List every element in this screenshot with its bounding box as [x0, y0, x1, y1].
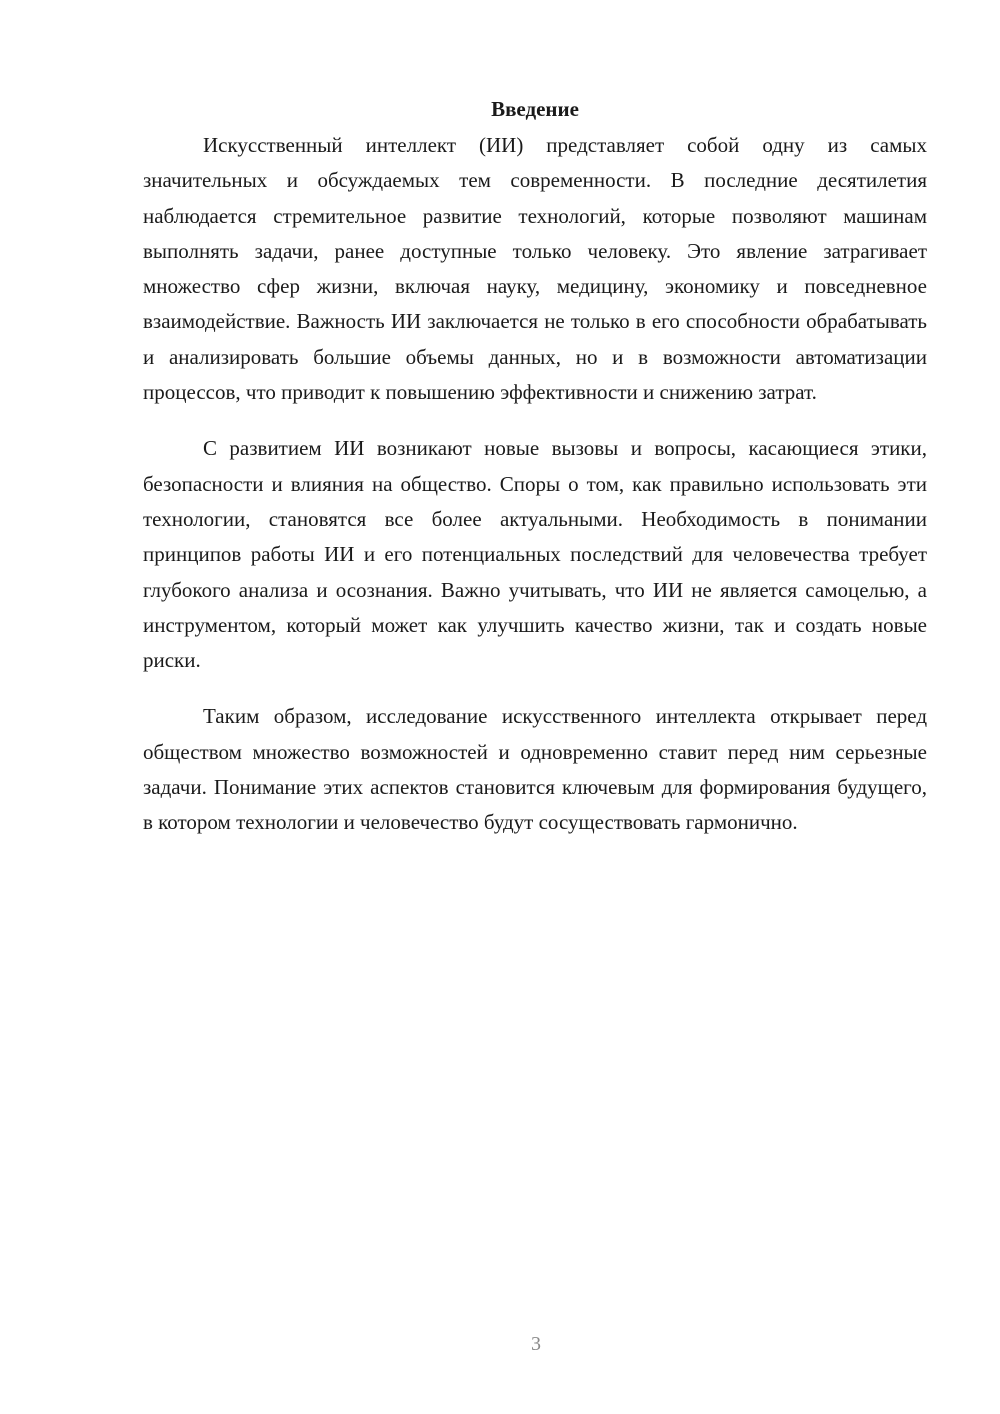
page-title: Введение [491, 97, 579, 121]
paragraph-intro: Искусственный интеллект (ИИ) представляет собой одну из самых значительных и обсуждаемых тем современности. В последние десятилетия наблюдается стремительное развитие технологий, которые позволяют машинам выполнять задачи, ранее доступные только человеку. Это явление затрагивает множество сфер жизни, включая науку, медицину, экономику и повседневное взаимодействие. Важность ИИ заключается не только в его способности обрабатывать и анализировать большие объемы данных, но и в возможности автоматизации процессов, что приводит к повышению эффективности и снижению затрат. [143, 133, 927, 405]
page-number: 3 [531, 1333, 541, 1355]
paragraph-challenges: С развитием ИИ возникают новые вызовы и вопросы, касающиеся этики, безопасности и влияния на общество. Споры о том, как правильно использовать эти технологии, становятся все более актуальными. Необходимость в понимании принципов работы ИИ и его потенциальных последствий для человечества требует глубокого анализа и осознания. Важно учитывать, что ИИ не является самоцелью, а инструментом, который может как улучшить качество жизни, так и создать новые риски. [143, 436, 927, 673]
page-content [143, 92, 927, 862]
paragraph-conclusion: Таким образом, исследование искусственного интеллекта открывает перед обществом множество возможностей и одновременно ставит перед ним серьезные задачи. Понимание этих аспектов становится ключевым для формирования будущего, в котором технологии и человечество будут сосуществовать гармонично. [143, 704, 927, 835]
